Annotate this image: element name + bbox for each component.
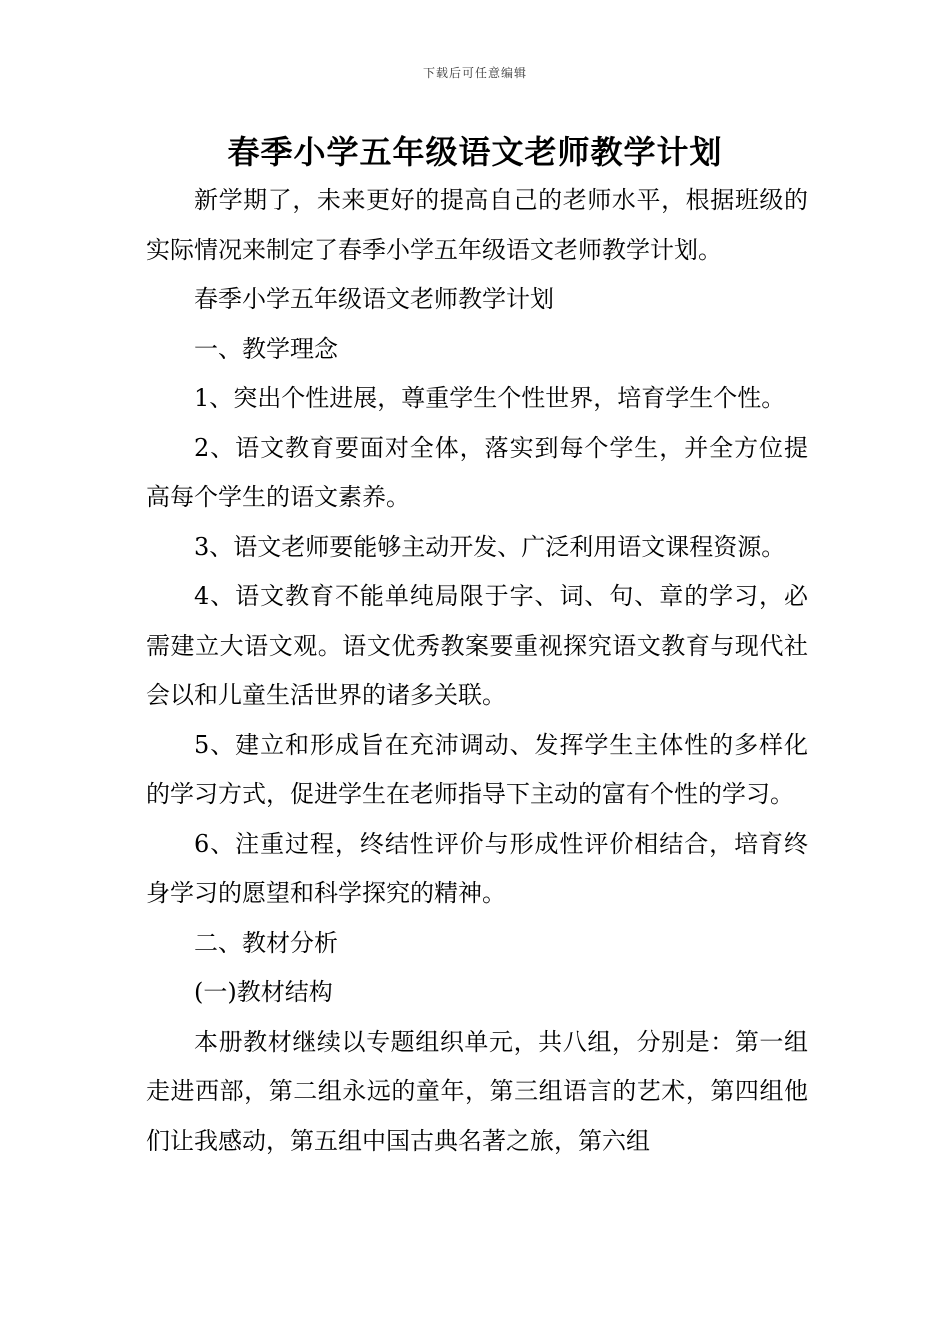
body-paragraph: 本册教材继续以专题组织单元，共八组，分别是：第一组走进西部，第二组永远的童年，第三组语言的艺术，第四组他们让我感动，第五组中国古典名著之旅，第六组	[146, 1027, 808, 1155]
section-heading-1: 一、教学理念	[194, 334, 338, 363]
document-body	[146, 176, 808, 1166]
subtitle-paragraph: 春季小学五年级语文老师教学计划	[194, 285, 554, 313]
document-title: 春季小学五年级语文老师教学计划	[227, 133, 723, 171]
list-item-1: 1、突出个性进展，尊重学生个性世界，培育学生个性。	[194, 384, 786, 412]
list-item-3: 3、语文老师要能够主动开发、广泛利用语文课程资源。	[194, 532, 786, 561]
list-item-2: 2、语文教育要面对全体，落实到每个学生，并全方位提高每个学生的语文素养。	[146, 433, 808, 511]
section-heading-2: 二、教材分析	[194, 928, 338, 957]
list-item-5: 5、建立和形成旨在充沛调动、发挥学生主体性的多样化的学习方式，促进学生在老师指导下主动的富有个性的学习。	[146, 730, 808, 808]
list-item-4: 4、语文教育不能单纯局限于字、词、句、章的学习，必需建立大语文观。语文优秀教案要重视探究语文教育与现代社会以和儿童生活世界的诸多关联。	[146, 582, 808, 709]
list-item-6: 6、注重过程，终结性评价与形成性评价相结合，培育终身学习的愿望和科学探究的精神。	[146, 829, 808, 907]
header-note: 下载后可任意编辑	[422, 66, 527, 80]
intro-paragraph: 新学期了，未来更好的提高自己的老师水平，根据班级的实际情况来制定了春季小学五年级语文老师教学计划。	[146, 186, 808, 264]
subsection-heading-1: (一)教材结构	[194, 978, 333, 1006]
